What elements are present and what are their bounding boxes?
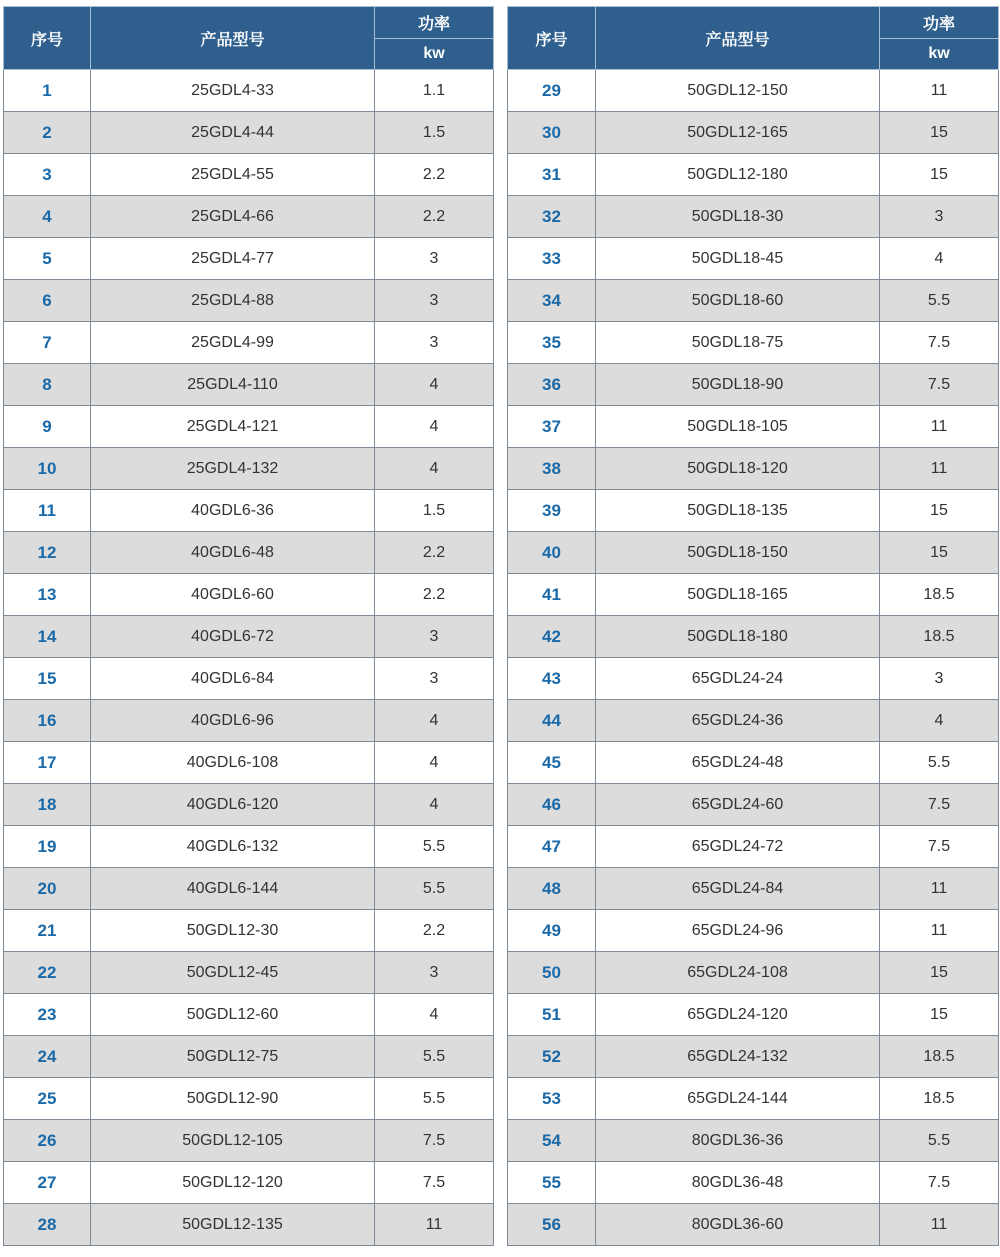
cell-model: 40GDL6-120 — [91, 784, 375, 826]
cell-model: 50GDL18-75 — [596, 322, 880, 364]
cell-seq: 34 — [508, 280, 596, 322]
table-row — [4, 70, 494, 112]
cell-power: 18.5 — [880, 574, 999, 616]
cell-model: 25GDL4-66 — [91, 196, 375, 238]
cell-power: 4 — [880, 238, 999, 280]
cell-power: 2.2 — [375, 196, 494, 238]
cell-seq: 30 — [508, 112, 596, 154]
cell-seq: 39 — [508, 490, 596, 532]
table-row — [4, 952, 494, 994]
cell-seq: 29 — [508, 70, 596, 112]
cell-seq: 37 — [508, 406, 596, 448]
cell-model: 40GDL6-36 — [91, 490, 375, 532]
table-row — [508, 616, 999, 658]
cell-power: 4 — [375, 364, 494, 406]
cell-model: 80GDL36-48 — [596, 1162, 880, 1204]
cell-power: 15 — [880, 154, 999, 196]
cell-power: 5.5 — [880, 280, 999, 322]
cell-power: 18.5 — [880, 1036, 999, 1078]
cell-model: 50GDL18-60 — [596, 280, 880, 322]
product-table-right — [507, 6, 999, 1246]
table-row — [508, 784, 999, 826]
cell-power: 3 — [375, 616, 494, 658]
cell-model: 80GDL36-36 — [596, 1120, 880, 1162]
table-row — [4, 784, 494, 826]
cell-model: 50GDL12-150 — [596, 70, 880, 112]
cell-power: 18.5 — [880, 616, 999, 658]
cell-model: 40GDL6-60 — [91, 574, 375, 616]
cell-model: 25GDL4-121 — [91, 406, 375, 448]
cell-seq: 51 — [508, 994, 596, 1036]
cell-power: 2.2 — [375, 910, 494, 952]
cell-model: 65GDL24-120 — [596, 994, 880, 1036]
header-unit: kw — [375, 39, 494, 70]
cell-seq: 56 — [508, 1204, 596, 1246]
cell-seq: 18 — [4, 784, 91, 826]
cell-model: 40GDL6-84 — [91, 658, 375, 700]
table-row — [508, 490, 999, 532]
cell-seq: 6 — [4, 280, 91, 322]
cell-power: 11 — [880, 406, 999, 448]
table-row — [508, 238, 999, 280]
header-model: 产品型号 — [91, 7, 375, 70]
table-row — [4, 658, 494, 700]
cell-model: 50GDL18-135 — [596, 490, 880, 532]
cell-model: 25GDL4-44 — [91, 112, 375, 154]
cell-model: 25GDL4-88 — [91, 280, 375, 322]
table-row — [4, 1162, 494, 1204]
table-row — [508, 322, 999, 364]
cell-seq: 23 — [4, 994, 91, 1036]
header-seq: 序号 — [4, 7, 91, 70]
cell-model: 50GDL18-180 — [596, 616, 880, 658]
cell-seq: 47 — [508, 826, 596, 868]
cell-seq: 26 — [4, 1120, 91, 1162]
cell-model: 25GDL4-55 — [91, 154, 375, 196]
table-row — [508, 280, 999, 322]
cell-seq: 3 — [4, 154, 91, 196]
cell-model: 65GDL24-132 — [596, 1036, 880, 1078]
cell-power: 15 — [880, 952, 999, 994]
cell-seq: 45 — [508, 742, 596, 784]
table-row — [4, 364, 494, 406]
cell-seq: 42 — [508, 616, 596, 658]
cell-power: 7.5 — [375, 1162, 494, 1204]
cell-model: 65GDL24-96 — [596, 910, 880, 952]
cell-seq: 27 — [4, 1162, 91, 1204]
table-row — [508, 826, 999, 868]
table-row — [508, 532, 999, 574]
cell-seq: 11 — [4, 490, 91, 532]
cell-seq: 15 — [4, 658, 91, 700]
cell-model: 25GDL4-99 — [91, 322, 375, 364]
cell-seq: 2 — [4, 112, 91, 154]
cell-model: 65GDL24-36 — [596, 700, 880, 742]
header-unit: kw — [880, 39, 999, 70]
table-row — [4, 490, 494, 532]
table-row — [4, 406, 494, 448]
table-row — [4, 238, 494, 280]
table-row — [508, 994, 999, 1036]
table-row — [4, 280, 494, 322]
cell-seq: 46 — [508, 784, 596, 826]
table-row — [4, 1078, 494, 1120]
cell-model: 25GDL4-132 — [91, 448, 375, 490]
cell-power: 1.1 — [375, 70, 494, 112]
cell-power: 15 — [880, 532, 999, 574]
table-row — [508, 910, 999, 952]
cell-model: 65GDL24-72 — [596, 826, 880, 868]
cell-model: 40GDL6-96 — [91, 700, 375, 742]
table-header — [508, 7, 999, 70]
cell-seq: 1 — [4, 70, 91, 112]
cell-seq: 25 — [4, 1078, 91, 1120]
cell-power: 11 — [880, 910, 999, 952]
cell-seq: 9 — [4, 406, 91, 448]
cell-seq: 33 — [508, 238, 596, 280]
cell-power: 7.5 — [880, 1162, 999, 1204]
cell-power: 7.5 — [880, 826, 999, 868]
cell-seq: 50 — [508, 952, 596, 994]
cell-power: 4 — [375, 700, 494, 742]
cell-seq: 48 — [508, 868, 596, 910]
cell-seq: 17 — [4, 742, 91, 784]
table-row — [508, 1162, 999, 1204]
table-row — [4, 1120, 494, 1162]
cell-power: 15 — [880, 490, 999, 532]
cell-model: 50GDL12-120 — [91, 1162, 375, 1204]
cell-model: 50GDL12-75 — [91, 1036, 375, 1078]
cell-model: 50GDL12-30 — [91, 910, 375, 952]
cell-power: 15 — [880, 994, 999, 1036]
table-row — [508, 868, 999, 910]
cell-seq: 14 — [4, 616, 91, 658]
cell-power: 2.2 — [375, 574, 494, 616]
table-row — [4, 826, 494, 868]
cell-power: 18.5 — [880, 1078, 999, 1120]
cell-model: 40GDL6-132 — [91, 826, 375, 868]
table-row — [508, 112, 999, 154]
cell-seq: 24 — [4, 1036, 91, 1078]
cell-model: 50GDL18-165 — [596, 574, 880, 616]
table-body — [4, 70, 494, 1246]
cell-seq: 12 — [4, 532, 91, 574]
cell-power: 15 — [880, 112, 999, 154]
cell-power: 7.5 — [880, 784, 999, 826]
cell-power: 11 — [375, 1204, 494, 1246]
cell-power: 3 — [880, 658, 999, 700]
cell-model: 50GDL12-60 — [91, 994, 375, 1036]
cell-model: 25GDL4-77 — [91, 238, 375, 280]
table-row — [508, 406, 999, 448]
table-row — [4, 574, 494, 616]
cell-seq: 44 — [508, 700, 596, 742]
header-power: 功率 — [375, 7, 494, 39]
cell-power: 4 — [375, 448, 494, 490]
cell-power: 5.5 — [375, 826, 494, 868]
cell-seq: 5 — [4, 238, 91, 280]
table-row — [4, 448, 494, 490]
table-row — [508, 1120, 999, 1162]
cell-model: 50GDL12-90 — [91, 1078, 375, 1120]
cell-seq: 21 — [4, 910, 91, 952]
cell-power: 4 — [375, 406, 494, 448]
table-row — [4, 616, 494, 658]
cell-power: 3 — [880, 196, 999, 238]
table-row — [4, 994, 494, 1036]
table-row — [4, 1036, 494, 1078]
cell-power: 3 — [375, 322, 494, 364]
table-row — [4, 1204, 494, 1246]
cell-power: 4 — [880, 700, 999, 742]
cell-power: 5.5 — [375, 1078, 494, 1120]
table-row — [508, 196, 999, 238]
cell-seq: 52 — [508, 1036, 596, 1078]
cell-power: 5.5 — [880, 742, 999, 784]
cell-seq: 38 — [508, 448, 596, 490]
cell-seq: 40 — [508, 532, 596, 574]
cell-model: 40GDL6-72 — [91, 616, 375, 658]
table-row — [508, 658, 999, 700]
table-body — [508, 70, 999, 1246]
cell-power: 2.2 — [375, 154, 494, 196]
cell-model: 40GDL6-108 — [91, 742, 375, 784]
table-row — [508, 700, 999, 742]
cell-power: 11 — [880, 1204, 999, 1246]
cell-model: 25GDL4-33 — [91, 70, 375, 112]
cell-seq: 43 — [508, 658, 596, 700]
cell-model: 80GDL36-60 — [596, 1204, 880, 1246]
table-row — [4, 112, 494, 154]
cell-seq: 13 — [4, 574, 91, 616]
cell-model: 40GDL6-48 — [91, 532, 375, 574]
cell-seq: 10 — [4, 448, 91, 490]
table-row — [4, 154, 494, 196]
cell-model: 50GDL18-30 — [596, 196, 880, 238]
cell-power: 7.5 — [880, 364, 999, 406]
cell-power: 2.2 — [375, 532, 494, 574]
cell-model: 50GDL12-45 — [91, 952, 375, 994]
cell-model: 65GDL24-144 — [596, 1078, 880, 1120]
table-row — [508, 364, 999, 406]
cell-seq: 36 — [508, 364, 596, 406]
table-row — [508, 1078, 999, 1120]
table-row — [508, 574, 999, 616]
table-row — [508, 1036, 999, 1078]
cell-model: 50GDL18-90 — [596, 364, 880, 406]
table-row — [4, 322, 494, 364]
cell-power: 5.5 — [880, 1120, 999, 1162]
table-row — [508, 448, 999, 490]
cell-seq: 22 — [4, 952, 91, 994]
cell-seq: 20 — [4, 868, 91, 910]
cell-power: 11 — [880, 448, 999, 490]
cell-seq: 7 — [4, 322, 91, 364]
table-row — [4, 700, 494, 742]
product-table-left — [3, 6, 494, 1246]
cell-seq: 19 — [4, 826, 91, 868]
cell-seq: 41 — [508, 574, 596, 616]
table-row — [4, 742, 494, 784]
cell-seq: 49 — [508, 910, 596, 952]
cell-power: 1.5 — [375, 490, 494, 532]
cell-model: 25GDL4-110 — [91, 364, 375, 406]
cell-power: 3 — [375, 658, 494, 700]
table-row — [4, 532, 494, 574]
table-row — [508, 70, 999, 112]
cell-model: 65GDL24-84 — [596, 868, 880, 910]
cell-model: 50GDL18-150 — [596, 532, 880, 574]
cell-seq: 32 — [508, 196, 596, 238]
cell-seq: 28 — [4, 1204, 91, 1246]
table-row — [508, 154, 999, 196]
cell-power: 4 — [375, 994, 494, 1036]
cell-model: 50GDL18-105 — [596, 406, 880, 448]
table-row — [508, 1204, 999, 1246]
cell-power: 7.5 — [880, 322, 999, 364]
cell-seq: 4 — [4, 196, 91, 238]
cell-power: 5.5 — [375, 868, 494, 910]
header-power: 功率 — [880, 7, 999, 39]
cell-model: 65GDL24-48 — [596, 742, 880, 784]
cell-seq: 54 — [508, 1120, 596, 1162]
cell-model: 65GDL24-60 — [596, 784, 880, 826]
table-row — [4, 910, 494, 952]
table-row — [4, 868, 494, 910]
cell-power: 4 — [375, 742, 494, 784]
table-row — [4, 196, 494, 238]
cell-seq: 35 — [508, 322, 596, 364]
cell-model: 50GDL18-45 — [596, 238, 880, 280]
table-header — [4, 7, 494, 70]
cell-power: 5.5 — [375, 1036, 494, 1078]
cell-model: 50GDL12-105 — [91, 1120, 375, 1162]
cell-model: 65GDL24-24 — [596, 658, 880, 700]
header-model: 产品型号 — [596, 7, 880, 70]
cell-power: 11 — [880, 868, 999, 910]
cell-power: 11 — [880, 70, 999, 112]
cell-model: 50GDL12-165 — [596, 112, 880, 154]
header-seq: 序号 — [508, 7, 596, 70]
cell-power: 1.5 — [375, 112, 494, 154]
table-row — [508, 952, 999, 994]
table-row — [508, 742, 999, 784]
cell-seq: 53 — [508, 1078, 596, 1120]
cell-power: 3 — [375, 280, 494, 322]
cell-seq: 16 — [4, 700, 91, 742]
cell-power: 7.5 — [375, 1120, 494, 1162]
cell-power: 4 — [375, 784, 494, 826]
cell-power: 3 — [375, 952, 494, 994]
cell-power: 3 — [375, 238, 494, 280]
cell-model: 40GDL6-144 — [91, 868, 375, 910]
cell-model: 50GDL12-135 — [91, 1204, 375, 1246]
cell-seq: 55 — [508, 1162, 596, 1204]
cell-model: 50GDL18-120 — [596, 448, 880, 490]
cell-seq: 31 — [508, 154, 596, 196]
cell-model: 65GDL24-108 — [596, 952, 880, 994]
cell-model: 50GDL12-180 — [596, 154, 880, 196]
cell-seq: 8 — [4, 364, 91, 406]
